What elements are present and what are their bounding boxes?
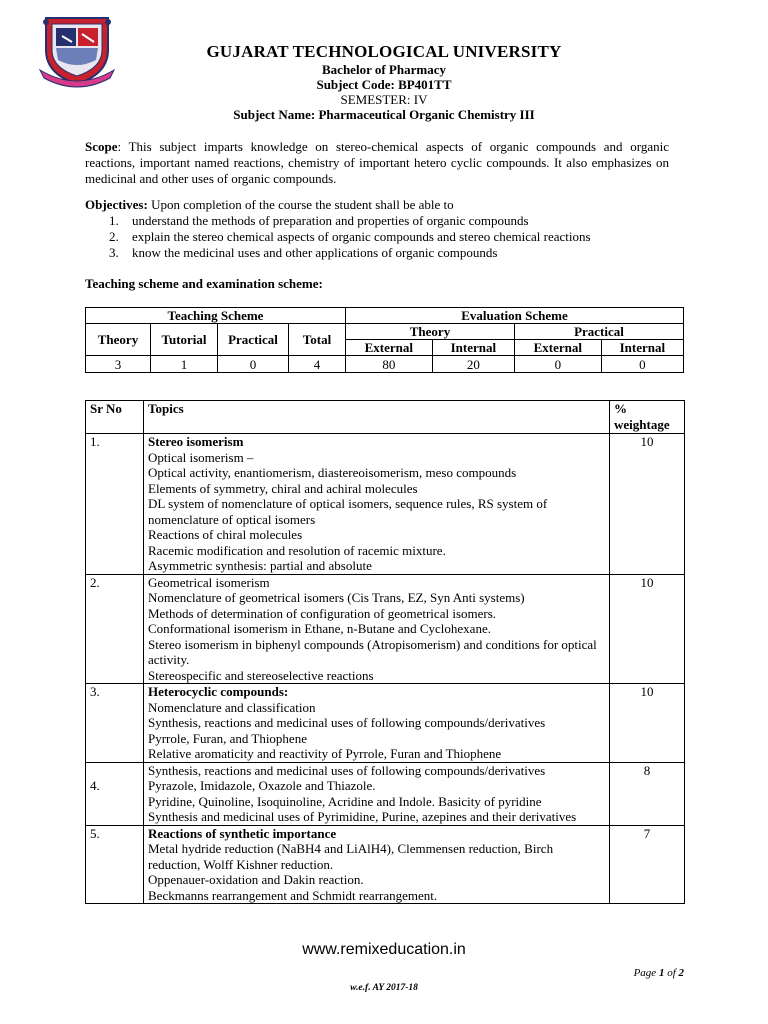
objectives-list [85, 213, 669, 261]
objective-item [85, 213, 669, 229]
topic-row [86, 434, 685, 575]
weightage-header: % weightage [610, 401, 685, 434]
topic-line: Pyrrole, Furan, and Thiophene [148, 730, 307, 746]
practical-header: Practical [218, 324, 289, 356]
university-title: GUJARAT TECHNOLOGICAL UNIVERSITY [206, 42, 562, 61]
tutorial-header: Tutorial [151, 324, 218, 356]
topic-line: Synthesis, reactions and medicinal uses of following compounds/derivatives [148, 715, 546, 730]
topic-weightage: 10 [610, 684, 685, 763]
theory-external-header: External [346, 340, 433, 356]
eval-theory-header: Theory [346, 324, 515, 340]
topic-line: Conformational isomerism in Ethane, n-Butane and Cyclohexane. [148, 621, 491, 636]
practical-external-header: External [514, 340, 601, 356]
objective-number: 1. [109, 213, 119, 228]
topic-title: Reactions of synthetic importance [148, 825, 337, 841]
topic-weightage: 10 [610, 434, 685, 575]
theory-internal-header: Internal [432, 340, 514, 356]
topic-title: Stereo isomerism [148, 434, 244, 449]
total-header: Total [289, 324, 346, 356]
topic-content [144, 825, 610, 904]
program-name: Bachelor of Pharmacy [322, 62, 446, 77]
topic-sr-no: 1. [86, 434, 144, 575]
topic-line: Stereospecific and stereoselective reactions [148, 667, 374, 683]
topic-line: Geometrical isomerism [148, 574, 270, 590]
scheme-value: 1 [151, 356, 218, 373]
objectives-intro: Upon completion of the course the student shall be able to [147, 197, 454, 212]
objectives-label: Objectives: [85, 197, 148, 212]
scope-label: Scope [85, 139, 118, 154]
scheme-value: 20 [432, 356, 514, 373]
topic-weightage: 8 [610, 762, 685, 825]
objective-text: understand the methods of preparation and properties of organic compounds [132, 213, 529, 228]
gtu-emblem-icon [38, 12, 116, 88]
topics-header-row [86, 401, 685, 434]
theory-header: Theory [86, 324, 151, 356]
objectives-section [85, 197, 669, 261]
eval-practical-header: Practical [514, 324, 683, 340]
topic-row [86, 762, 685, 825]
scheme-value: 0 [514, 356, 601, 373]
topics-table [85, 400, 685, 904]
topics-header: Topics [144, 401, 610, 434]
topic-sr-no: 3. [86, 684, 144, 763]
topic-line: Asymmetric synthesis: partial and absolute [148, 558, 372, 573]
page-total: 2 [678, 967, 684, 979]
topic-weightage: 7 [610, 825, 685, 904]
topic-sr-no: 2. [86, 574, 144, 684]
scheme-value: 3 [86, 356, 151, 373]
sr-no-header: Sr No [86, 401, 144, 434]
semester: SEMESTER: IV [340, 92, 428, 107]
website-link[interactable]: www.remixeducation.in [302, 941, 466, 958]
subject-code: Subject Code: BP401TT [316, 77, 452, 92]
scope-paragraph [85, 139, 669, 187]
topic-content [144, 684, 610, 763]
topic-line: Nomenclature of geometrical isomers (Cis Trans, EZ, Syn Anti systems) [148, 590, 525, 605]
practical-internal-header: Internal [601, 340, 683, 356]
topic-line: Optical isomerism – [148, 449, 254, 465]
page-number [634, 967, 684, 979]
topic-line: Pyrazole, Imidazole, Oxazole and Thiazole. [148, 778, 376, 793]
topic-line: Relative aromaticity and reactivity of Pyrrole, Furan and Thiophene [148, 746, 502, 761]
page-prefix: Page [633, 967, 659, 979]
scheme-value: 80 [346, 356, 433, 373]
subject-name: Subject Name: Pharmaceutical Organic Chemistry III [233, 107, 535, 122]
scheme-value: 0 [218, 356, 289, 373]
objective-item [85, 245, 669, 261]
objective-item [85, 229, 669, 245]
objective-text: explain the stereo chemical aspects of organic compounds and stereo chemical reactions [132, 229, 591, 244]
topic-line: Synthesis, reactions and medicinal uses of following compounds/derivatives [148, 762, 546, 778]
page-current: 1 [658, 967, 665, 979]
topic-line: Oppenauer-oxidation and Dakin reaction. [148, 872, 364, 887]
topic-line: Reactions of chiral molecules [148, 527, 303, 542]
topic-line: Racemic modification and resolution of racemic mixture. [148, 542, 446, 558]
evaluation-scheme-header: Evaluation Scheme [346, 308, 684, 324]
topic-line: Stereo isomerism in biphenyl compounds (Atropisomerism) and conditions for optical activity. [148, 636, 597, 667]
topic-line: Elements of symmetry, chiral and achiral molecules [148, 480, 418, 496]
scheme-values-row [86, 356, 684, 373]
scheme-heading: Teaching scheme and examination scheme: [85, 276, 323, 291]
scheme-value: 0 [601, 356, 683, 373]
document-header [130, 42, 638, 122]
topic-line: Synthesis and medicinal uses of Pyrimidine, Purine, azepines and their derivatives [148, 809, 577, 824]
topic-line: Optical activity, enantiomerism, diastereoisomerism, meso compounds [148, 465, 517, 480]
scope-text: : This subject imparts knowledge on stereo-chemical aspects of organic compounds and organic reactions, important named reactions, chemistry of important hetero cyclic compounds. It also emphasizes on medicinal and other uses of organic compounds. [85, 139, 669, 186]
topic-line: Nomenclature and classification [148, 699, 316, 715]
topic-content [144, 434, 610, 575]
objective-text: know the medicinal uses and other applications of organic compounds [132, 245, 498, 260]
topic-title: Heterocyclic compounds: [148, 684, 289, 699]
topic-line: Beckmanns rearrangement and Schmidt rearrangement. [148, 887, 438, 903]
effective-year: w.e.f. AY 2017-18 [350, 983, 418, 993]
topic-line: Pyridine, Quinoline, Isoquinoline, Acridine and Indole. Basicity of pyridine [148, 793, 542, 809]
objective-number: 2. [109, 229, 119, 244]
scheme-table [85, 307, 684, 373]
topic-sr-no: 5. [86, 825, 144, 904]
topic-line: DL system of nomenclature of optical isomers, sequence rules, RS system of nomenclature of optical isomers [148, 496, 548, 527]
scheme-value: 4 [289, 356, 346, 373]
topic-sr-no: 4. [86, 762, 144, 825]
topic-line: Metal hydride reduction (NaBH4 and LiAlH4), Clemmensen reduction, Birch reduction, Wolff Kishner reduction. [148, 841, 554, 872]
page-of: of [664, 967, 679, 979]
teaching-scheme-header: Teaching Scheme [86, 308, 346, 324]
topic-row [86, 684, 685, 763]
topic-content [144, 574, 610, 684]
topic-line: Methods of determination of configuration of geometrical isomers. [148, 605, 497, 621]
topic-row [86, 574, 685, 684]
objective-number: 3. [109, 245, 119, 260]
topic-weightage: 10 [610, 574, 685, 684]
topic-content [144, 762, 610, 825]
topic-row [86, 825, 685, 904]
